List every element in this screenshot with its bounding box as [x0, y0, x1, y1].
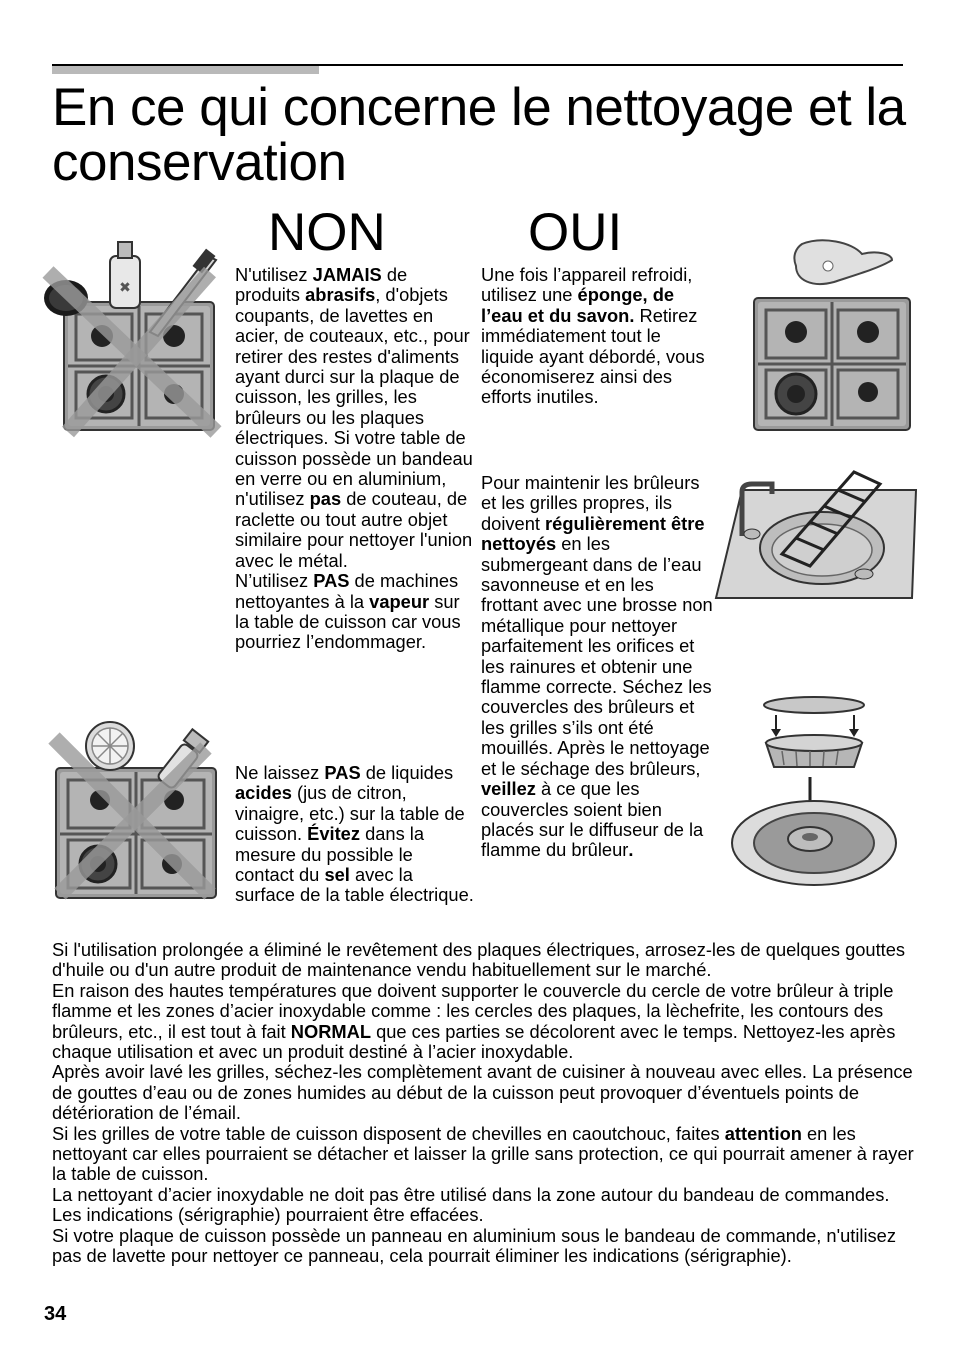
bottom-paragraph [52, 1062, 922, 1123]
text-run: N'utilisez [235, 264, 313, 285]
burner-cap-assembly-icon [730, 693, 910, 893]
non-text-1 [235, 265, 475, 571]
bottom-paragraph [52, 1226, 922, 1267]
emphasis-text: veillez [481, 778, 536, 800]
non-column [235, 265, 475, 653]
emphasis-text: régulièrement être nettoyés [481, 512, 705, 555]
svg-text:✖: ✖ [119, 280, 131, 296]
text-run: Après avoir lavé les grilles, séchez-les complètement avant de cuisiner à nouveau avec elles. La présence de gouttes d’eau ou de zones humides au début de la cuisson peut provoquer d’éventuels points de détérioration de l’émail. [52, 1061, 913, 1124]
text-run: Si l'utilisation prolongée a éliminé le revêtement des plaques électriques, arrosez-les de quelques gouttes d'huile ou d'un autre produit de maintenance vendu habituellement sur le marché. [52, 939, 906, 981]
header-accent-bar [52, 66, 319, 74]
bottom-paragraph [52, 940, 922, 981]
emphasis-text: NORMAL [290, 1020, 372, 1042]
bottom-paragraph [52, 1185, 922, 1226]
text-run: (jus de citron, vinaigre, etc.) sur la table de cuisson. [235, 782, 465, 845]
text-run: N’utilisez [235, 570, 314, 592]
non-column-lower [235, 763, 475, 906]
crossed-hob-abrasives-icon [38, 236, 218, 436]
emphasis-text: pas [309, 488, 342, 510]
emphasis-text: Évitez [307, 823, 360, 845]
oui-heading: OUI [528, 203, 623, 262]
oui-text-2 [481, 473, 713, 861]
text-run: que ces parties se décolorent avec le temps. Nettoyez-les après chaque utilisation et avec un produit destiné à l’acier inoxydable. [52, 1020, 896, 1063]
oui-column-lower [481, 473, 713, 861]
non-text-3 [235, 763, 475, 906]
text-run: Si votre plaque de cuisson possède un panneau en aluminium sous le bandeau de commande, n'utilisez pas de lavette pour nettoyer ce panneau, cela pourrait éliminer les indications (sérigraphie). [52, 1224, 896, 1267]
oui-column [481, 265, 713, 408]
bottom-paragraph [52, 1124, 922, 1185]
emphasis-text: acides [235, 782, 292, 804]
bottom-paragraph [52, 981, 922, 1063]
emphasis-text: vapeur [369, 590, 430, 612]
page-number: 34 [44, 1303, 67, 1325]
text-run: à ce que les couvercles soient bien placés sur le diffuseur de la flamme du brûleur [481, 778, 704, 861]
emphasis-text: attention [724, 1122, 802, 1144]
text-run: Une fois l’appareil refroidi, utilisez une [481, 264, 693, 306]
emphasis-text: abrasifs [305, 284, 376, 306]
sink-soaking-grate-icon [712, 470, 916, 602]
text-run: En raison des hautes températures que doivent supporter le couvercle du cercle de votre brûleur à triple flamme et les zones d’acier inoxydable comme : les cercles des plaques, la lèchefrite, les contours des brûleurs, etc., il est tout à fait [52, 979, 894, 1042]
text-run: Pour maintenir les brûleurs et les grilles propres, ils doivent [481, 472, 700, 534]
bottom-text [52, 940, 922, 1267]
emphasis-text: JAMAIS [312, 264, 382, 285]
text-run: en les nettoyant car elles pourraient se détacher et laisser la grille sans protection, ce qui pourrait amener à rayer la table de cuisson. [52, 1122, 914, 1185]
text-run: , d'objets coupants, de lavettes en acier, de couteaux, etc., pour retirer des restes d'aliments ayant durci sur la plaque de cuisson, les grilles, les brûleurs ou les plaques électriques. Si votre table de cuisson possède un bandeau en verre ou en aluminium, n'utilisez [235, 284, 473, 510]
text-run: de couteau, de raclette ou tout autre objet similaire pour nettoyer l'union avec le métal. [235, 488, 473, 571]
text-run: Ne laissez [235, 762, 325, 783]
non-text-2 [235, 571, 475, 653]
crossed-hob-acids-icon [50, 722, 220, 902]
text-run: de machines nettoyantes à la [235, 570, 459, 612]
emphasis-text: PAS [324, 762, 361, 783]
emphasis-text: sel [324, 864, 350, 886]
text-run: sur la table de cuisson car vous pourriez l’endommager. [235, 590, 461, 653]
hob-with-sponge-icon [752, 236, 912, 432]
text-run: de liquides [360, 762, 454, 783]
text-run: dans la mesure du possible le contact du [235, 823, 425, 886]
emphasis-text: éponge, de l’eau et du savon. [481, 284, 675, 326]
text-run: avec la surface de la table électrique. [235, 864, 474, 906]
text-run: en les submergeant dans de l’eau savonneuse et en les frottant avec une brosse non métallique pour nettoyer parfaitement les orifices et les rainures et obtenir une flamme correcte. Séchez les couvercles des brûleurs et les grilles s’ils ont été mouillés. Après le nettoyage et le séchage des brûleurs, [481, 533, 713, 779]
non-heading: NON [268, 203, 386, 262]
oui-text-1 [481, 265, 713, 408]
emphasis-text: . [628, 839, 634, 861]
text-run: La nettoyant d’acier inoxydable ne doit pas être utilisé dans la zone autour du bandeau de commandes. Les indications (sérigraphie) pourraient être effacées. [52, 1183, 890, 1226]
text-run: Si les grilles de votre table de cuisson disposent de chevilles en caoutchouc, faites [52, 1122, 725, 1144]
text-run: de produits [235, 264, 408, 306]
page-title: En ce qui concerne le nettoyage et la conservation [52, 78, 906, 192]
emphasis-text: PAS [313, 570, 350, 592]
text-run: Retirez immédiatement tout le liquide ayant débordé, vous économiserez ainsi des efforts inutiles. [481, 304, 705, 408]
